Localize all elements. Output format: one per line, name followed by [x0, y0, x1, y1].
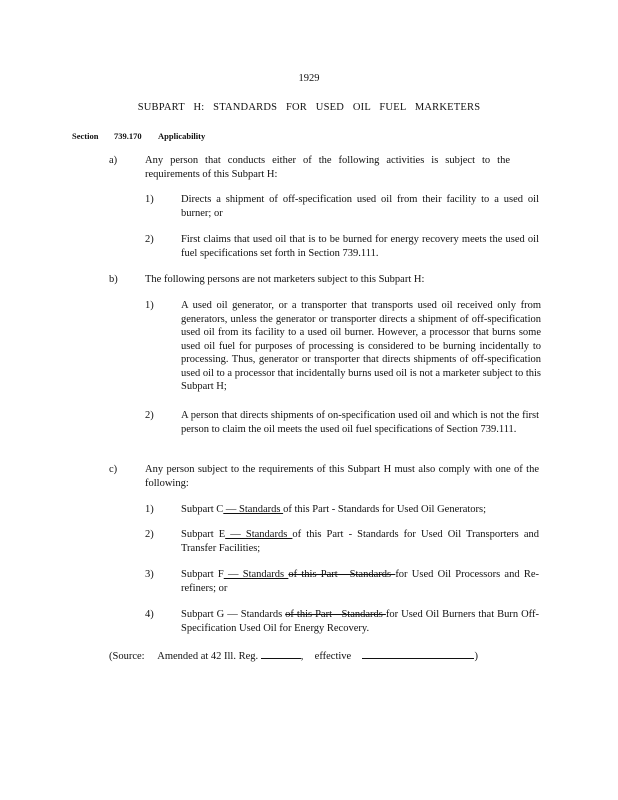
- item-c1-post: of this Part - Standards for Used Oil Generators;: [283, 504, 487, 515]
- item-a1-text: Directs a shipment of off-specification used oil from their facility to a used oil burner; or: [181, 194, 539, 219]
- page-number: 1929: [298, 73, 320, 84]
- item-c4-text: [181, 608, 539, 635]
- source-close: ): [474, 651, 478, 662]
- item-a2-text: First claims that used oil that is to be burned for energy recovery meets the used oil fuel specifications set forth in Section 739.111.: [181, 234, 539, 259]
- subsection-b-marker: b): [109, 274, 118, 285]
- item-c3-deleted: of this Part - Standards: [288, 569, 396, 580]
- item-b1-text: A used oil generator, or a transporter that transports used oil received only from generators, unless the generator or transporter directs a shipment of off-specification used oil from its facility to a used oil burner. However, a processor that burns some used oil fuel for purposes of processing is considered to be burning incidentally to processing. Thus, generator or transporter that directs shipments of off-specification used oil to a processor that incidentally burns used oil is not a marketer subject to this Subpart H;: [181, 300, 541, 392]
- source-amended: Amended at 42 Ill. Reg.: [157, 651, 259, 662]
- item-c3-text: [181, 568, 539, 595]
- item-a2-marker: 2): [145, 234, 154, 245]
- item-b2-text: A person that directs shipments of on-specification used oil and which is not the first person to claim the oil meets the used oil fuel specifications of Section 739.111.: [181, 410, 539, 435]
- item-c4-pre: Subpart G: [181, 609, 225, 620]
- item-c2-marker: 2): [145, 529, 154, 540]
- item-c4-mid: — Standards: [224, 609, 286, 620]
- register-page-blank: [261, 648, 301, 659]
- source-note: (Source: Amended at 42 Ill. Reg. , effective ): [109, 648, 478, 664]
- item-c1-pre: Subpart C: [181, 504, 224, 515]
- item-c2-text: [181, 528, 539, 555]
- section-number: 739.170: [114, 131, 142, 141]
- subsection-a-text: Any person that conducts either of the following activities is subject to the requirements of this Subpart H:: [145, 155, 510, 180]
- item-c1-text: [181, 503, 539, 517]
- item-a1-marker: 1): [145, 194, 154, 205]
- item-c2-pre: Subpart E: [181, 529, 226, 540]
- item-c3-inserted: — Standards: [223, 569, 289, 580]
- subsection-b-text: The following persons are not marketers subject to this Subpart H:: [145, 274, 425, 285]
- source-effective: effective: [314, 651, 352, 662]
- subsection-c-marker: c): [109, 464, 118, 475]
- item-c4-marker: 4): [145, 609, 154, 620]
- subpart-title: SUBPART H: STANDARDS FOR USED OIL FUEL MARKETERS: [137, 102, 481, 113]
- item-b2-marker: 2): [145, 410, 154, 421]
- section-label: Section: [72, 131, 99, 141]
- item-c3-pre: Subpart F: [181, 569, 224, 580]
- subsection-a-marker: a): [109, 155, 118, 166]
- item-c3-marker: 3): [145, 569, 154, 580]
- item-c1-inserted: — Standards: [223, 504, 284, 515]
- section-heading: Applicability: [158, 131, 206, 141]
- item-c2-inserted: — Standards: [225, 529, 293, 540]
- subsection-c-text: Any person subject to the requirements of this Subpart H must also comply with one of the following:: [145, 464, 539, 489]
- item-c1-marker: 1): [145, 504, 154, 515]
- item-c4-deleted: of this Part - Standards: [285, 609, 386, 620]
- effective-date-blank: [362, 648, 474, 659]
- item-b1-marker: 1): [145, 300, 154, 311]
- item-c3-post: for Used Oil Processors and Re-refiners; or: [181, 569, 539, 594]
- source-lead: (Source:: [109, 651, 145, 662]
- item-c2-post: of this Part - Standards for Used Oil Transporters and Transfer Facilities;: [181, 529, 539, 554]
- item-c4-post: for Used Oil Burners that Burn Off-Specification Used Oil for Energy Recovery.: [181, 609, 539, 634]
